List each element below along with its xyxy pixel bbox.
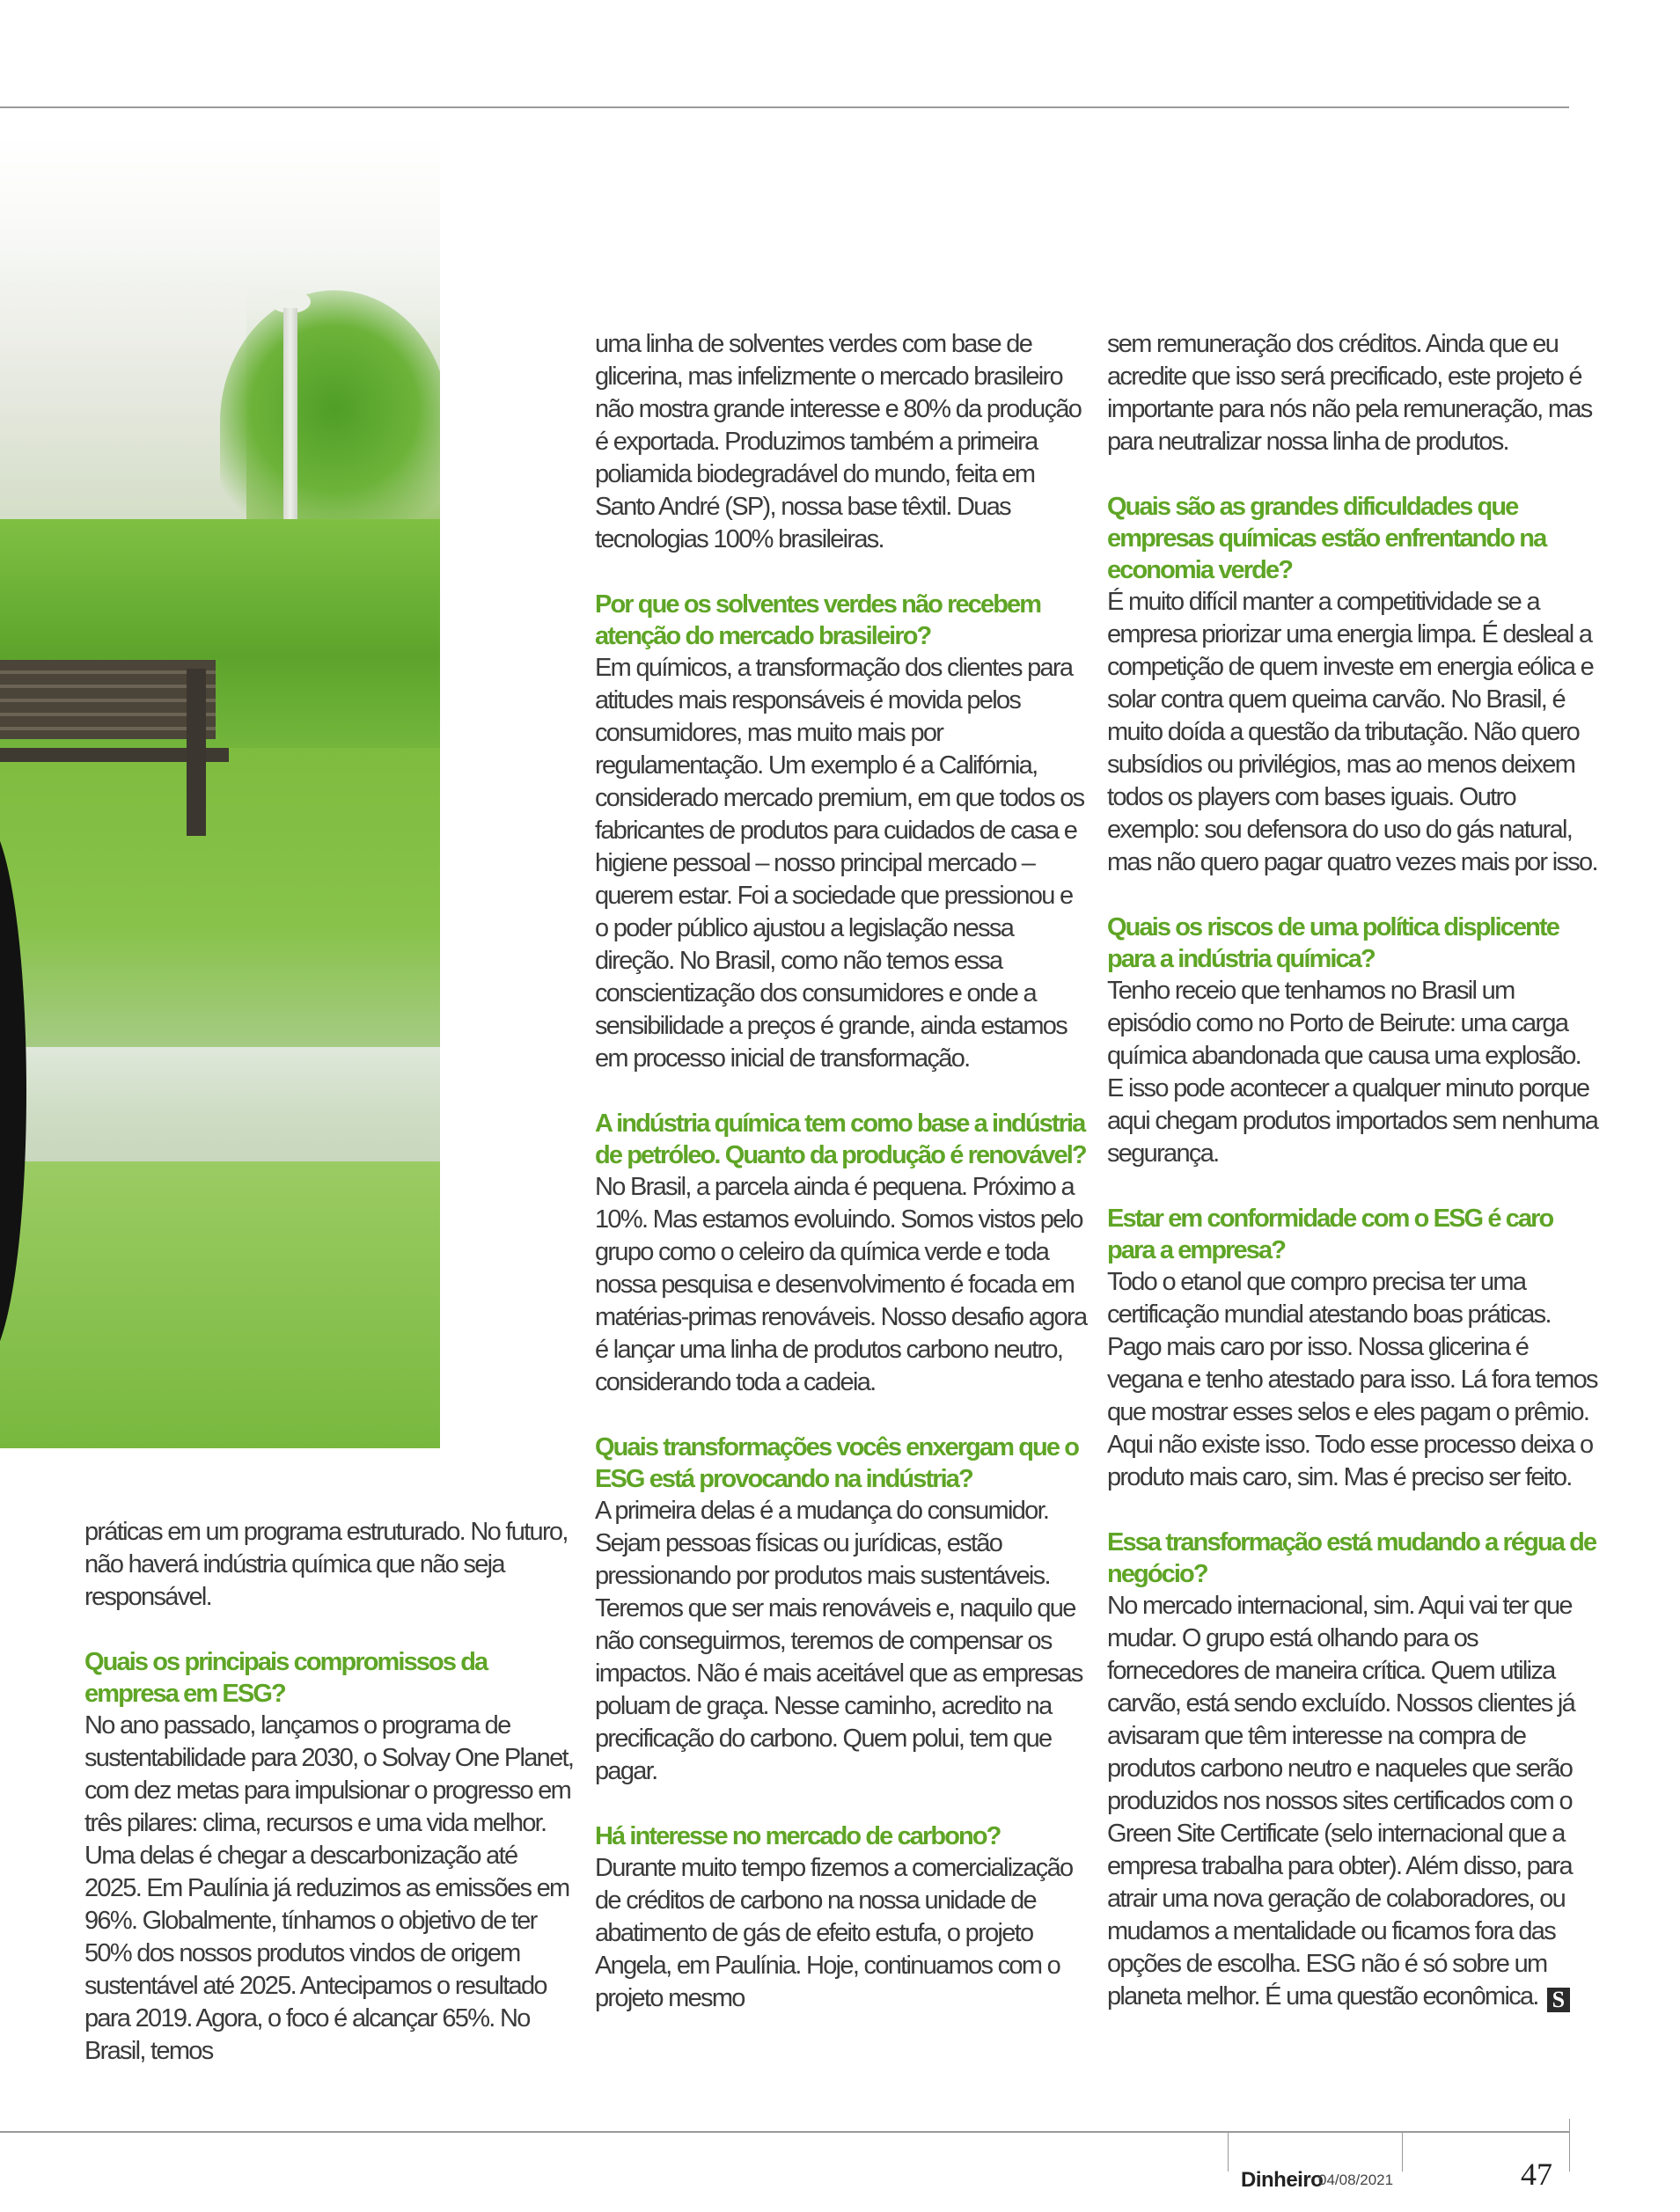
magazine-name: Dinheiro: [1241, 2168, 1324, 2192]
photo-palm-tree: [220, 290, 440, 554]
question-heading: Quais são as grandes dificuldades que empresas químicas estão enfrentando na economia verde?: [1107, 493, 1546, 584]
answer-paragraph: É muito difícil manter a competitividade se a empresa priorizar uma energia limpa. É desleal a competição de quem investe em energia eólica e solar contra quem queima carvão. No Brasil, é muito doída a questão da tributação. Não quero subsídios ou privilégios, mas ao menos deixem todos os players com bases iguais. Outro exemplo: sou defensora do uso do gás natural, mas não quero pagar quatro vezes mais por isso.: [1107, 588, 1597, 876]
question-heading: Quais os riscos de uma política displicente para a indústria química?: [1107, 913, 1559, 973]
footer-divider: [1402, 2133, 1403, 2172]
photo-bench-leg: [187, 669, 206, 836]
photo-building: [0, 286, 246, 550]
answer-paragraph: Em químicos, a transformação dos clientes para atitudes mais responsáveis é movida pelos consumidores, mas muito mais por regulamentação. Um exemplo é a Califórnia, considerado mercado premium, em que todos os fabricantes de produtos para cuidados de casa e higiene pessoal – nosso principal mercado – querem estar. Foi a sociedade que pressionou e o poder público ajustou a legislação nessa direção. No Brasil, como não temos essa conscientização dos consumidores e onde a sensibilidade a preços é grande, ainda estamos em processo inicial de transformação.: [595, 654, 1084, 1073]
answer-paragraph: Durante muito tempo fizemos a comercialização de créditos de carbono na nossa unidade de abatimento de gás de efeito estufa, o projeto Angela, em Paulínia. Hoje, continuamos com o projeto mesmo: [595, 1854, 1073, 2012]
answer-paragraph: Tenho receio que tenhamos no Brasil um episódio como no Porto de Beirute: uma carga química abandonada que causa uma explosão. E isso pode acontecer a qualquer minuto porque aqui chegam produtos importados sem nenhuma segurança.: [1107, 977, 1598, 1168]
answer-paragraph: Todo o etanol que compro precisa ter uma certificação mundial atestando boas práticas. Pago mais caro por isso. Nossa glicerina é vegana e tenho atestado para isso. Lá fora temos que mostrar esses selos e eles pagam o prêmio. Aqui não existe isso. Todo esse processo deixa o produto mais caro, sim. Mas é preciso ser feito.: [1107, 1268, 1597, 1491]
footer-divider: [1228, 2133, 1229, 2172]
answer-paragraph: No Brasil, a parcela ainda é pequena. Próximo a 10%. Mas estamos evoluindo. Somos vistos pelo grupo como o celeiro da química verde e toda nossa pesquisa e desenvolvimento é focada em matérias-primas renováveis. Nosso desafio agora é lançar uma linha de produtos carbono neutro, considerando toda a cadeia.: [595, 1173, 1087, 1396]
answer-paragraph: [1107, 1590, 1600, 2013]
question-heading: Por que os solventes verdes não recebem atenção do mercado brasileiro?: [595, 590, 1041, 650]
issue-date: 04/08/2021: [1318, 2172, 1394, 2188]
article-column-2: [595, 328, 1088, 2015]
question-heading: Estar em conformidade com o ESG é caro para a empresa?: [1107, 1205, 1553, 1264]
answer-paragraph: A primeira delas é a mudança do consumidor. Sejam pessoas físicas ou jurídicas, estão pressionando por produtos mais sustentáveis. Teremos que ser mais renováveis e, naquilo que não conseguirmos, teremos de compensar os impactos. Não é mais aceitável que as empresas poluam de graça. Nesse caminho, acredito na precificação do carbono. Quem polui, tem que pagar.: [595, 1497, 1082, 1785]
article-column-1: [84, 1516, 577, 2068]
bottom-rule: [0, 2131, 1569, 2133]
answer-paragraph: No ano passado, lançamos o programa de sustentabilidade para 2030, o Solvay One Planet, com dez metas para impulsionar o progresso em três pilares: clima, recursos e uma vida melhor. Uma delas é chegar a descarbonização até 2025. Em Paulínia já reduzimos as emissões em 96%. Globalmente, tínhamos o objetivo de ter 50% dos nossos produtos vindos de origem sustentável até 2025. Antecipamos o resultado para 2019. Agora, o foco é alcançar 65%. No Brasil, temos: [84, 1711, 574, 2065]
answer-text: No mercado internacional, sim. Aqui vai ter que mudar. O grupo está olhando para os fornecedores de maneira crítica. Quem utiliza carvão, está sendo excluído. Nossos clientes já avisaram que têm interesse na compra de produtos carbono neutro e naqueles que serão produzidos nos nossos sites certificados com o Green Site Certificate (selo internacional que a empresa trabalha para obter). Além disso, para atrair uma nova geração de colaboradores, ou mudamos a mentalidade ou ficamos fora das opções de escolha. ESG não é só sobre um planeta melhor. É uma questão econômica.: [1107, 1592, 1575, 2011]
page-number: 47: [1521, 2157, 1552, 2192]
photo-bench-back: [0, 660, 216, 739]
photo-lawn: [0, 1161, 440, 1448]
footer-divider: [1569, 2119, 1570, 2172]
top-rule: [0, 106, 1569, 108]
paragraph: uma linha de solventes verdes com base de glicerina, mas infelizmente o mercado brasileiro não mostra grande interesse e 80% da produção é exportada. Produzimos também a primeira poliamida biodegradável do mundo, feita em Santo André (SP), nossa base têxtil. Duas tecnologias 100% brasileiras.: [595, 330, 1082, 553]
question-heading: Há interesse no mercado de carbono?: [595, 1822, 1001, 1850]
end-of-article-icon: S: [1547, 1988, 1570, 2012]
question-heading: Quais transformações vocês enxergam que o ESG está provocando na indústria?: [595, 1433, 1079, 1493]
article-column-3: [1107, 328, 1600, 2013]
question-heading: Essa transformação está mudando a régua de negócio?: [1107, 1528, 1596, 1588]
paragraph: práticas em um programa estruturado. No futuro, não haverá indústria química que não seja responsável.: [84, 1518, 568, 1611]
question-heading: Quais os principais compromissos da empresa em ESG?: [84, 1648, 488, 1708]
question-heading: A indústria química tem como base a indústria de petróleo. Quanto da produção é renovável?: [595, 1110, 1086, 1169]
paragraph: sem remuneração dos créditos. Ainda que eu acredite que isso será precificado, este projeto é importante para nós não pela remuneração, mas para neutralizar nossa linha de produtos.: [1107, 330, 1592, 456]
photo-reflecting-pool: [0, 1047, 440, 1161]
park-photo: [0, 141, 440, 1448]
